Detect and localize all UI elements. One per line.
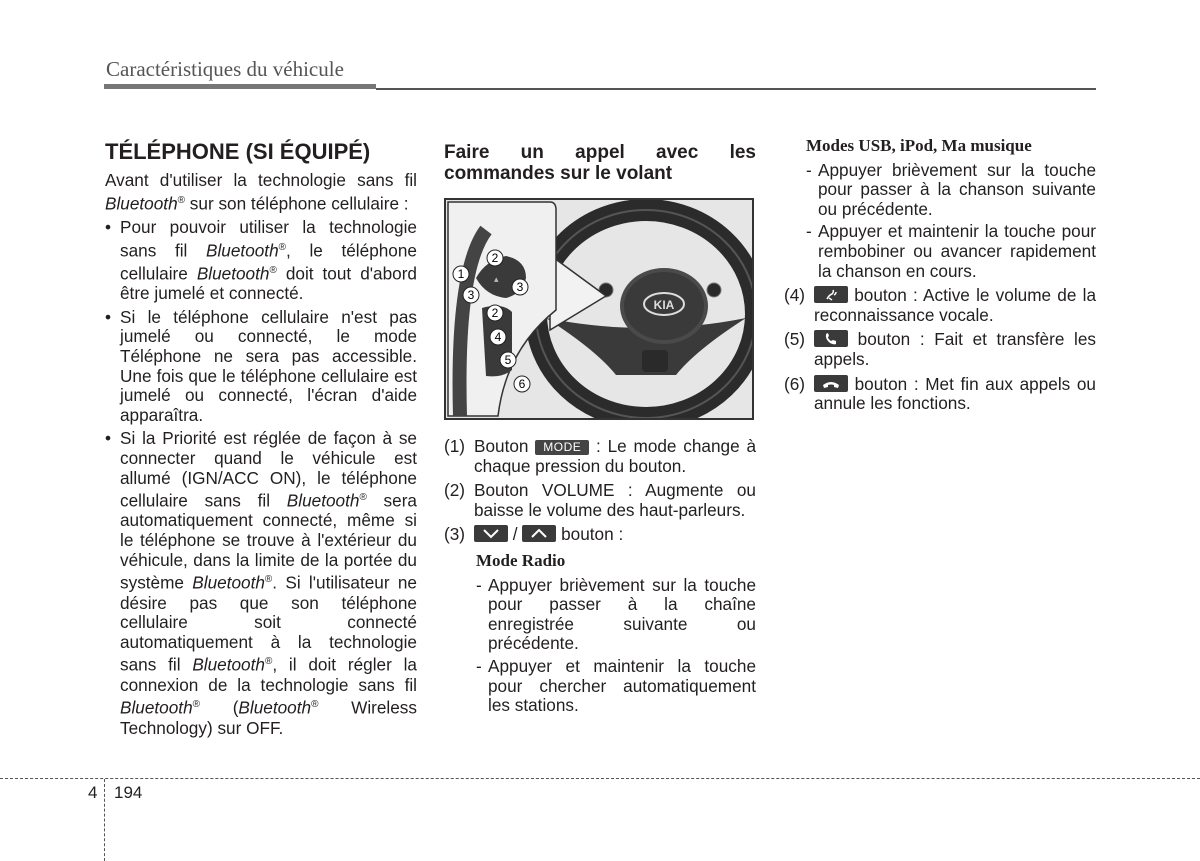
item-text (814, 375, 1096, 414)
registered-mark: ® (278, 241, 287, 253)
item-number: (5) (784, 329, 806, 350)
item-number: (6) (784, 373, 806, 394)
bluetooth-term: Bluetooth (192, 655, 265, 676)
bluetooth-term: Bluetooth (238, 697, 312, 718)
dash-item (476, 576, 756, 654)
item-number: (4) (784, 285, 806, 306)
header-rule-thick (104, 84, 376, 89)
page-number: 194 (114, 783, 143, 802)
mode-radio-block (444, 551, 756, 716)
text-fragment: Pour pouvoir utiliser la technologie sans fil (120, 216, 417, 261)
left-column (105, 136, 417, 738)
registered-mark: ® (264, 574, 273, 586)
callout-5: 5 (504, 353, 512, 367)
registered-mark: ® (311, 699, 319, 711)
callout-3-left: 3 (467, 288, 475, 302)
text-fragment: , le téléphone cellulaire (120, 240, 417, 284)
callout-2-bottom: 2 (491, 306, 499, 320)
item-number: (3) (444, 524, 466, 545)
bullet-mark: • (105, 428, 112, 449)
text-fragment: , il doit régler la connexion de la technologie sans fil (120, 655, 417, 695)
bluetooth-term: Bluetooth (196, 263, 270, 284)
bullet-text (120, 218, 417, 304)
callout-1: 1 (457, 267, 465, 281)
item-text: Bouton VOLUME : Augmente ou baisse le volume des haut-parleurs. (474, 480, 756, 520)
dash-text: Appuyer et maintenir la touche pour rembobiner ou avancer rapidement la chanson en cours. (818, 221, 1096, 281)
dash-mark: - (806, 221, 812, 242)
text-fragment: . Si l'utilisateur ne désire pas que son téléphone cellulaire soit connecté automatiquement à la technologie sans fil (120, 572, 417, 676)
bullet-mark: • (105, 216, 112, 237)
text-fragment: ( (200, 697, 239, 718)
bluetooth-term: Bluetooth (206, 240, 279, 261)
header-title: Caractéristiques du véhicule (106, 57, 344, 81)
subsection-title: Faire un appel avec les commandes sur le volant (444, 142, 756, 184)
registered-mark: ® (177, 194, 186, 206)
phone-end-icon (814, 375, 848, 392)
registered-mark: ® (359, 492, 367, 504)
chapter-number: 4 (88, 783, 98, 802)
steering-wheel-illustration (444, 198, 754, 420)
numbered-item (444, 525, 756, 545)
seek-down-icon (474, 525, 508, 542)
bullet-item (105, 308, 417, 426)
phone-call-icon (814, 330, 848, 347)
text-fragment: Si la Priorité est réglée de façon à se connecter quand le véhicule est allumé (IGN/ACC ON), le téléphone cellulaire sans fil (120, 428, 417, 511)
bullet-item (105, 218, 417, 304)
numbered-item (784, 330, 1096, 369)
registered-mark: ® (192, 699, 201, 711)
numbered-item (784, 375, 1096, 414)
intro-text-a: Avant d'utiliser la technologie sans fil (105, 170, 417, 190)
intro-paragraph (105, 171, 417, 214)
usb-mode-block (784, 136, 1096, 281)
registered-mark: ® (269, 264, 277, 276)
numbered-item (444, 437, 756, 476)
mode-radio-heading: Mode Radio (476, 550, 566, 570)
item-number: (1) (444, 436, 466, 456)
steering-wheel-icon (446, 200, 752, 418)
callout-6: 6 (518, 377, 526, 391)
voice-recognition-icon (814, 286, 848, 303)
text-fragment: bouton : (556, 524, 624, 545)
item-text (814, 286, 1096, 325)
bluetooth-term: Bluetooth (120, 697, 193, 718)
bullet-item (105, 429, 417, 738)
middle-column (444, 136, 756, 716)
text-fragment: : Le mode change à chaque pression du bouton. (474, 436, 757, 476)
header-rule-thin (376, 88, 1096, 90)
text-fragment: doit tout d'abord être jumelé et connecté. (120, 263, 417, 304)
footer-rule (0, 778, 1200, 779)
callout-4: 4 (494, 330, 502, 344)
bluetooth-term: Bluetooth (286, 490, 360, 511)
mode-button-icon: MODE (535, 440, 589, 455)
bullet-text: Si le téléphone cellulaire n'est pas jumelé ou connecté, le mode Téléphone ne sera pas accessible. Une fois que le téléphone cellulaire est jumelé ou connecté, l'écran d'aide apparaîtra. (120, 306, 417, 425)
bluetooth-term: Bluetooth (105, 193, 178, 214)
dash-mark: - (806, 159, 812, 180)
mode-small-label: ▴ (494, 274, 499, 284)
dash-mark: - (476, 574, 482, 595)
dash-text: Appuyer brièvement sur la touche pour passer à la chanson suivante ou précédente. (818, 159, 1096, 219)
item-text (814, 330, 1096, 369)
item-text (474, 525, 756, 545)
dash-item (806, 222, 1096, 281)
right-column (784, 136, 1096, 414)
text-fragment: sera automatiquement connecté, même si le téléphone se trouve à l'extérieur du véhicule, dans la limite de la portée du système (120, 490, 417, 593)
registered-mark: ® (264, 656, 273, 668)
dash-text: Appuyer brièvement sur la touche pour passer à la chaîne enregistrée suivante ou précédente. (488, 574, 756, 654)
intro-text-b: sur son téléphone cellulaire : (185, 193, 409, 214)
text-fragment: bouton : Fait et transfère les appels. (814, 329, 1096, 369)
text-fragment: Bouton (474, 436, 536, 456)
bluetooth-term: Bluetooth (192, 572, 265, 593)
usb-mode-heading: Modes USB, iPod, Ma musique (806, 136, 1032, 155)
kia-logo: KIA (653, 298, 675, 312)
item-number: (2) (444, 480, 466, 501)
dash-item (476, 657, 756, 716)
bullet-text (120, 429, 417, 738)
footer-vertical-rule (104, 779, 105, 861)
callout-3-right: 3 (516, 280, 524, 294)
callout-2-top: 2 (491, 251, 499, 265)
numbered-item (444, 481, 756, 520)
text-fragment: Wireless Technology) sur OFF. (120, 697, 417, 738)
dash-mark: - (476, 655, 482, 676)
text-fragment: / (508, 524, 523, 545)
text-fragment: bouton : Met fin aux appels ou annule les fonctions. (814, 373, 1096, 414)
section-title: TÉLÉPHONE (SI ÉQUIPÉ) (105, 139, 371, 164)
dash-text: Appuyer et maintenir la touche pour chercher automatiquement les stations. (488, 655, 756, 716)
dash-item (806, 161, 1096, 220)
seek-up-icon (522, 525, 556, 542)
numbered-item (784, 286, 1096, 325)
text-fragment: bouton : Active le volume de la reconnaissance vocale. (814, 285, 1096, 325)
item-text (474, 437, 756, 476)
bullet-mark: • (105, 306, 112, 327)
